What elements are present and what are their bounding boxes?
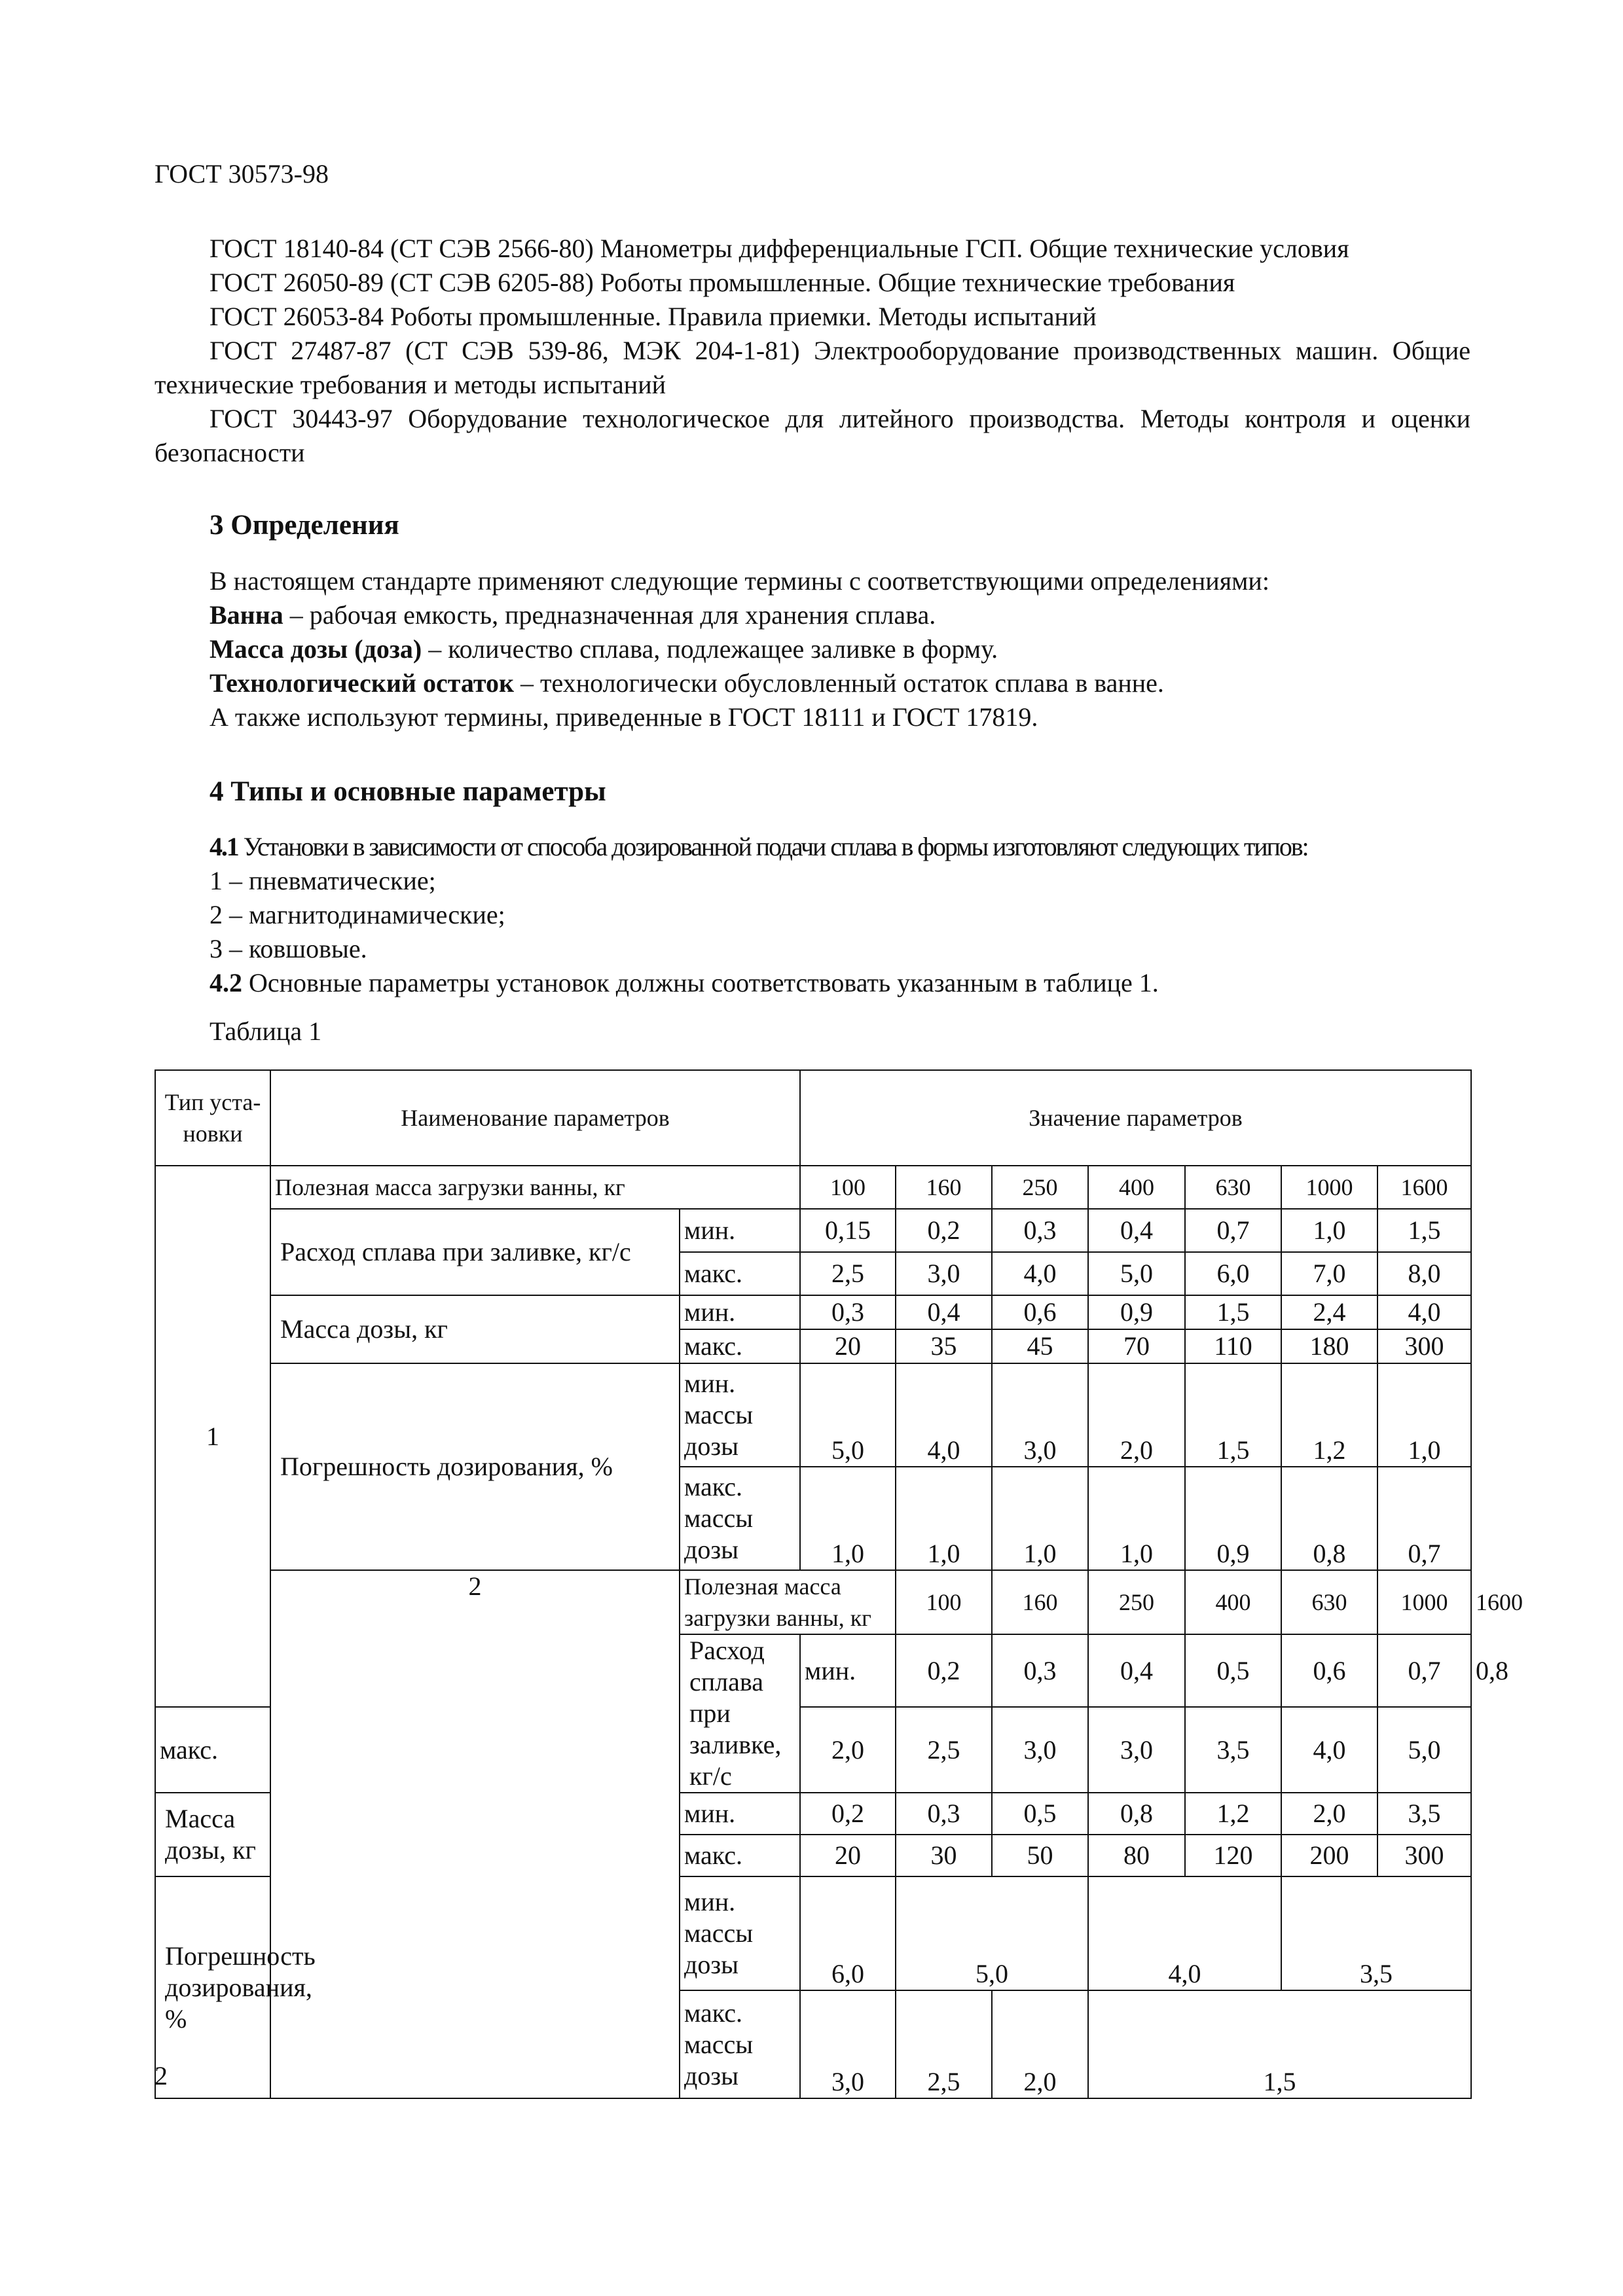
value-cell: 2,0	[1088, 1363, 1185, 1467]
value-cell: 0,9	[1185, 1467, 1281, 1570]
table-header-row	[155, 1070, 1471, 1166]
row-label: Масса дозы, кг	[155, 1793, 270, 1876]
value-cell: 630	[1185, 1166, 1281, 1209]
parameters-table	[155, 1069, 1523, 2099]
value-cell: 1600	[1377, 1166, 1471, 1209]
clause-text: Установки в зависимости от способа дозированной подачи сплава в формы изготовляют следующих типов:	[238, 832, 1308, 861]
value-cell: 0,4	[1088, 1209, 1185, 1252]
value-cell: 100	[800, 1166, 896, 1209]
value-cell: 50	[992, 1835, 1088, 1876]
clause-number: 4.2	[210, 968, 242, 997]
sub-label: мин. массы дозы	[680, 1876, 800, 1990]
row-label: Полезная масса загрузки ванны, кг	[680, 1570, 896, 1634]
table-row	[155, 1295, 1471, 1329]
value-cell: 100	[896, 1570, 992, 1634]
row-label: Полезная масса загрузки ванны, кг	[270, 1166, 800, 1209]
definition-item	[210, 666, 1269, 700]
value-cell: 1,0	[896, 1467, 992, 1570]
value-cell: 400	[1088, 1166, 1185, 1209]
value-cell: 0,5	[992, 1793, 1088, 1835]
value-cell: 5,0	[1088, 1252, 1185, 1295]
value-cell: 45	[992, 1329, 1088, 1363]
value-cell: 1000	[1281, 1166, 1377, 1209]
type-cell: 2	[270, 1570, 680, 2098]
value-cell: 6,0	[1185, 1252, 1281, 1295]
value-cell: 0,2	[896, 1634, 992, 1707]
value-cell: 1000	[1377, 1570, 1471, 1634]
reference-item: ГОСТ 26050-89 (СТ СЭВ 6205-88) Роботы промышленные. Общие технические требования	[210, 268, 1235, 297]
sub-label: мин.	[680, 1295, 800, 1329]
value-cell: 2,0	[1281, 1793, 1377, 1835]
definitions-also: А также используют термины, приведенные в ГОСТ 18111 и ГОСТ 17819.	[210, 702, 1038, 732]
value-cell: 7,0	[1281, 1252, 1377, 1295]
value-cell: 300	[1377, 1835, 1471, 1876]
value-cell: 2,0	[800, 1707, 896, 1793]
value-cell: 3,0	[992, 1707, 1088, 1793]
value-cell: 4,0	[1377, 1295, 1471, 1329]
value-cell: 3,0	[1088, 1707, 1185, 1793]
value-cell: 1,0	[800, 1467, 896, 1570]
value-cell: 1,5	[1185, 1363, 1281, 1467]
sub-label: макс. массы дозы	[680, 1467, 800, 1570]
value-cell: 0,3	[800, 1295, 896, 1329]
value-cell: 0,4	[1088, 1634, 1185, 1707]
value-cell: 2,4	[1281, 1295, 1377, 1329]
value-cell: 0,6	[992, 1295, 1088, 1329]
value-cell: 0,3	[896, 1793, 992, 1835]
value-cell: 630	[1281, 1570, 1377, 1634]
value-cell: 250	[1088, 1570, 1185, 1634]
value-cell: 200	[1281, 1835, 1377, 1876]
clause-number: 4.1	[210, 832, 238, 861]
definition-term: Технологический остаток	[210, 668, 514, 698]
value-cell: 0,2	[896, 1209, 992, 1252]
value-cell: 1,2	[1281, 1363, 1377, 1467]
definition-term: Масса дозы (доза)	[210, 634, 422, 664]
type-item: 1 – пневматические;	[210, 866, 436, 895]
value-cell: 1,0	[1377, 1363, 1471, 1467]
page-number: 2	[155, 2061, 168, 2090]
value-cell: 4,0	[992, 1252, 1088, 1295]
value-cell: 0,8	[1281, 1467, 1377, 1570]
value-cell: 1,0	[1088, 1467, 1185, 1570]
value-cell: 2,5	[896, 1990, 992, 2098]
value-cell: 1,5	[1185, 1295, 1281, 1329]
value-cell: 0,3	[992, 1634, 1088, 1707]
value-cell: 3,0	[800, 1990, 896, 2098]
value-cell: 0,3	[992, 1209, 1088, 1252]
value-cell: 0,4	[896, 1295, 992, 1329]
value-cell: 2,0	[992, 1990, 1088, 2098]
value-cell: 120	[1185, 1835, 1281, 1876]
value-cell: 2,5	[800, 1252, 896, 1295]
clause-4-1	[210, 830, 1473, 864]
sub-label: макс.	[680, 1329, 800, 1363]
type-cell: 1	[155, 1166, 270, 1707]
references-list	[155, 232, 1470, 470]
row-label: Масса дозы, кг	[270, 1295, 680, 1363]
reference-item: ГОСТ 18140-84 (СТ СЭВ 2566-80) Манометры дифференциальные ГСП. Общие технические условия	[210, 234, 1349, 263]
reference-item: ГОСТ 27487-87 (СТ СЭВ 539-86, МЭК 204-1-81) Электрооборудование производственных машин. Общие технические требования и методы испытаний	[155, 336, 1470, 399]
page-header-doc-code: ГОСТ 30573-98	[155, 159, 329, 188]
section-3-title: 3 Определения	[210, 510, 399, 541]
value-cell: 5,0	[800, 1363, 896, 1467]
value-cell: 110	[1185, 1329, 1281, 1363]
row-label: Погрешность дозирования, %	[270, 1363, 680, 1570]
sub-label: мин.	[680, 1209, 800, 1252]
value-cell: 70	[1088, 1329, 1185, 1363]
value-cell: 3,0	[896, 1252, 992, 1295]
type-item: 3 – ковшовые.	[210, 934, 367, 963]
definition-item	[210, 632, 1269, 666]
definition-text: – количество сплава, подлежащее заливке в форму.	[422, 634, 998, 664]
reference-item: ГОСТ 30443-97 Оборудование технологическое для литейного производства. Методы контроля и оценки безопасности	[155, 404, 1470, 467]
value-cell: 20	[800, 1329, 896, 1363]
value-cell: 80	[1088, 1835, 1185, 1876]
types-block	[210, 830, 1473, 1000]
row-label: Погрешность дозирования, %	[155, 1876, 270, 2098]
value-cell: 0,7	[1377, 1467, 1471, 1570]
definition-item	[210, 598, 1269, 632]
table-caption: Таблица 1	[210, 1016, 322, 1046]
value-cell: 8,0	[1377, 1252, 1471, 1295]
value-cell: 0,2	[800, 1793, 896, 1835]
value-cell: 6,0	[800, 1876, 896, 1990]
header-param-value: Значение параметров	[800, 1070, 1471, 1166]
type-item: 2 – магнитодинамические;	[210, 900, 505, 929]
row-label: Расход сплава при заливке, кг/с	[270, 1209, 680, 1295]
definition-term: Ванна	[210, 600, 283, 630]
value-cell: 1,5	[1377, 1209, 1471, 1252]
value-cell: 1,5	[1088, 1990, 1471, 2098]
value-cell: 3,0	[992, 1363, 1088, 1467]
value-cell: 4,0	[896, 1363, 992, 1467]
definition-text: – технологически обусловленный остаток сплава в ванне.	[514, 668, 1164, 698]
sub-label: мин.	[800, 1634, 896, 1707]
value-cell: 0,6	[1281, 1634, 1377, 1707]
value-cell: 5,0	[1377, 1707, 1471, 1793]
value-cell: 300	[1377, 1329, 1471, 1363]
header-param-name: Наименование параметров	[270, 1070, 800, 1166]
value-cell: 0,15	[800, 1209, 896, 1252]
value-cell: 0,5	[1185, 1634, 1281, 1707]
sub-label: макс.	[680, 1835, 800, 1876]
value-cell: 160	[896, 1166, 992, 1209]
sub-label: макс.	[680, 1252, 800, 1295]
value-cell: 35	[896, 1329, 992, 1363]
value-cell: 3,5	[1281, 1876, 1471, 1990]
definitions-block	[210, 564, 1269, 734]
sub-label: макс.	[155, 1707, 270, 1793]
sub-label: мин. массы дозы	[680, 1363, 800, 1467]
sub-label: мин.	[680, 1793, 800, 1835]
table-row: Расход сплава при заливке, кг/с мин. 0,2 0,3 0,4 0,5 0,6 0,7 0,8	[155, 1634, 1471, 1707]
value-cell: 5,0	[896, 1876, 1088, 1990]
value-cell: 250	[992, 1166, 1088, 1209]
value-cell: 1,0	[1281, 1209, 1377, 1252]
value-cell: 0,7	[1185, 1209, 1281, 1252]
definitions-intro: В настоящем стандарте применяют следующие термины с соответствующими определениями:	[210, 566, 1269, 596]
sub-label: макс. массы дозы	[680, 1990, 800, 2098]
value-cell: 1,2	[1185, 1793, 1281, 1835]
table-row	[155, 1166, 1471, 1209]
value-cell: 4,0	[1088, 1876, 1281, 1990]
value-cell: 400	[1185, 1570, 1281, 1634]
value-cell: 3,5	[1377, 1793, 1471, 1835]
value-cell: 30	[896, 1835, 992, 1876]
definition-text: – рабочая емкость, предназначенная для хранения сплава.	[283, 600, 936, 630]
table-row	[155, 1363, 1471, 1467]
section-4-title: 4 Типы и основные параметры	[210, 776, 606, 807]
table-row	[155, 1209, 1471, 1252]
value-cell: 1,0	[992, 1467, 1088, 1570]
value-cell: 4,0	[1281, 1707, 1377, 1793]
value-cell: 160	[992, 1570, 1088, 1634]
value-cell: 2,5	[896, 1707, 992, 1793]
header-type: Тип уста-новки	[155, 1070, 270, 1166]
value-cell: 180	[1281, 1329, 1377, 1363]
value-cell: 0,9	[1088, 1295, 1185, 1329]
value-cell: 3,5	[1185, 1707, 1281, 1793]
clause-text: Основные параметры установок должны соответствовать указанным в таблице 1.	[242, 968, 1159, 997]
clause-4-2	[210, 966, 1473, 1000]
reference-item: ГОСТ 26053-84 Роботы промышленные. Правила приемки. Методы испытаний	[210, 302, 1097, 331]
row-label: Расход сплава при заливке, кг/с	[680, 1634, 800, 1793]
value-cell: 0,7	[1377, 1634, 1471, 1707]
value-cell: 20	[800, 1835, 896, 1876]
value-cell: 0,8	[1088, 1793, 1185, 1835]
table-row: 2 Полезная масса загрузки ванны, кг 100 160 250 400 630 1000 1600	[155, 1570, 1471, 1634]
